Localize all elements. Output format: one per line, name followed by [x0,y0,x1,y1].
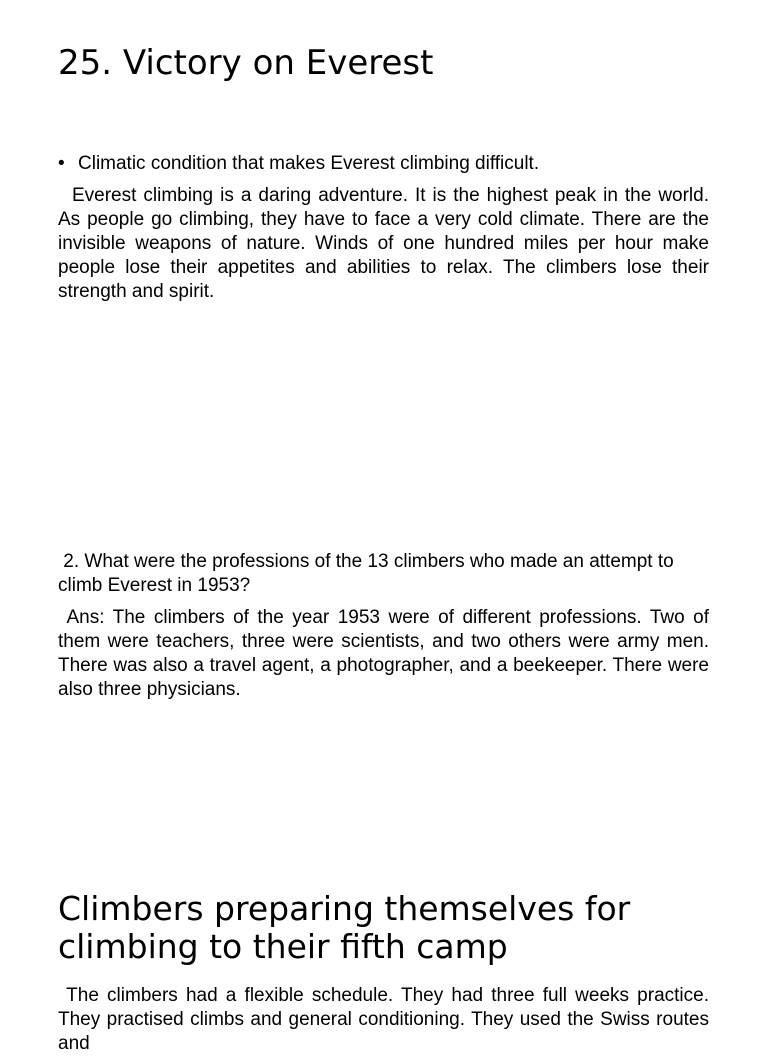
bullet-symbol: • [58,153,65,174]
answer-professions: Ans: The climbers of the year 1953 were of different professions. Two of them were teachers, three were scientists, and two others were army men. There was also a travel agent, a photographer, and a beekeeper. There were also three physicians. [58,607,709,700]
page-title: 25. Victory on Everest [58,43,434,83]
paragraph-preparation: The climbers had a flexible schedule. They had three full weeks practice. They practised climbs and general conditioning. They used the Swiss routes and [58,985,709,1054]
bullet-point [58,152,718,176]
bullet-text: Climatic condition that makes Everest climbing difficult. [78,153,540,174]
paragraph-climate: Everest climbing is a daring adventure. It is the highest peak in the world. As people go climbing, they have to face a very cold climate. There are the invisible weapons of nature. Winds of one hundred miles per hour make people lose their appetites and abilities to relax. The climbers lose their strength and spirit. [58,185,709,302]
section-heading: Climbers preparing themselves for climbing to their fifth camp [58,889,631,966]
question-professions: 2. What were the professions of the 13 climbers who made an attempt to climb Everest in 1953? [58,551,674,596]
